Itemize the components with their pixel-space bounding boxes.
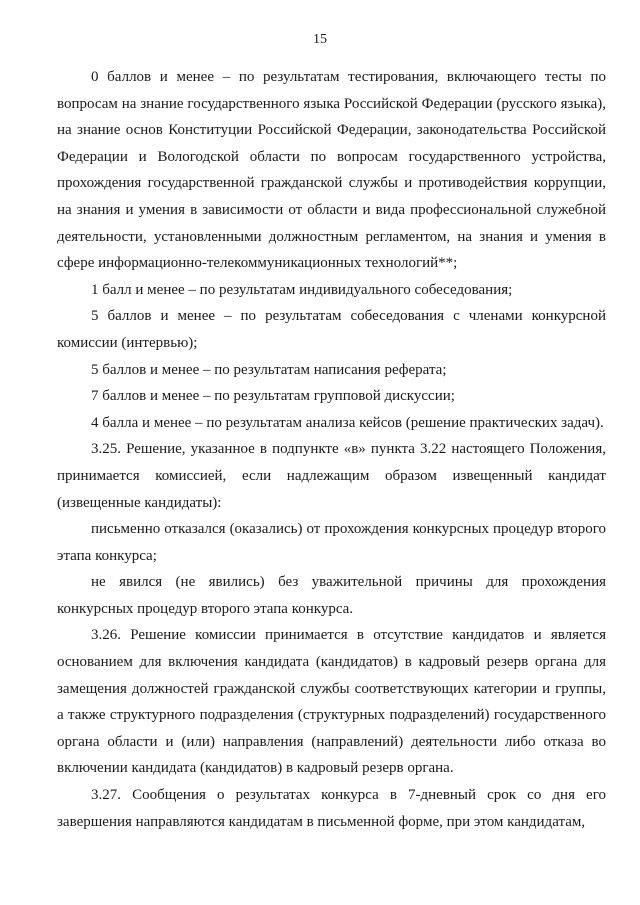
paragraph-case-analysis-score: 4 балла и менее – по результатам анализа кейсов (решение практических задач). xyxy=(91,414,604,431)
paragraph-written-refusal: письменно отказался (оказались) от прохождения конкурсных процедур второго этапа конкурса; xyxy=(57,521,606,564)
paragraph-group-discussion-score: 7 баллов и менее – по результатам групповой дискуссии; xyxy=(91,388,455,405)
paragraph-clause-3-25: 3.25. Решение, указанное в подпункте «в» пункта 3.22 настоящего Положения, принимается комиссией, если надлежащим образом извещенный кандидат (извещенные кандидаты): xyxy=(57,441,606,511)
paragraph-individual-interview-score: 1 балл и менее – по результатам индивидуального собеседования; xyxy=(91,281,513,298)
paragraph-testing-score: 0 баллов и менее – по результатам тестирования, включающего тесты по вопросам на знание государственного языка Российской Федерации (русского языка), на знание основ Конституции Российской Федерации, законодательства Российской Федерации и Вологодской области по вопросам государственного устройства, прохождения государственной гражданской службы и противодействия коррупции, на знания и умения в зависимости от области и вида профессиональной служебной деятельности, установленными должностным регламентом, на знания и умения в сфере информационно-телекоммуникационных технологий**; xyxy=(57,69,606,272)
paragraph-essay-score: 5 баллов и менее – по результатам написания реферата; xyxy=(91,361,447,378)
paragraph-clause-3-27: 3.27. Сообщения о результатах конкурса в 7-дневный срок со дня его завершения направляются кандидатам в письменной форме, при этом кандидатам, xyxy=(57,787,606,830)
paragraph-clause-3-26: 3.26. Решение комиссии принимается в отсутствие кандидатов и является основанием для включения кандидата (кандидатов) в кадровый резерв органа для замещения должностей гражданской службы соответствующих категории и группы, а также структурного подразделения (структурных подразделений) государственного органа области и (или) направления (направлений) деятельности либо отказа во включении кандидата (кандидатов) в кадровый резерв органа. xyxy=(57,627,606,777)
document-body xyxy=(57,64,606,835)
page-number: 15 xyxy=(313,32,327,47)
paragraph-no-show: не явился (не явились) без уважительной причины для прохождения конкурсных процедур второго этапа конкурса. xyxy=(57,574,606,617)
paragraph-commission-interview-score: 5 баллов и менее – по результатам собеседования с членами конкурсной комиссии (интервью); xyxy=(57,308,606,351)
